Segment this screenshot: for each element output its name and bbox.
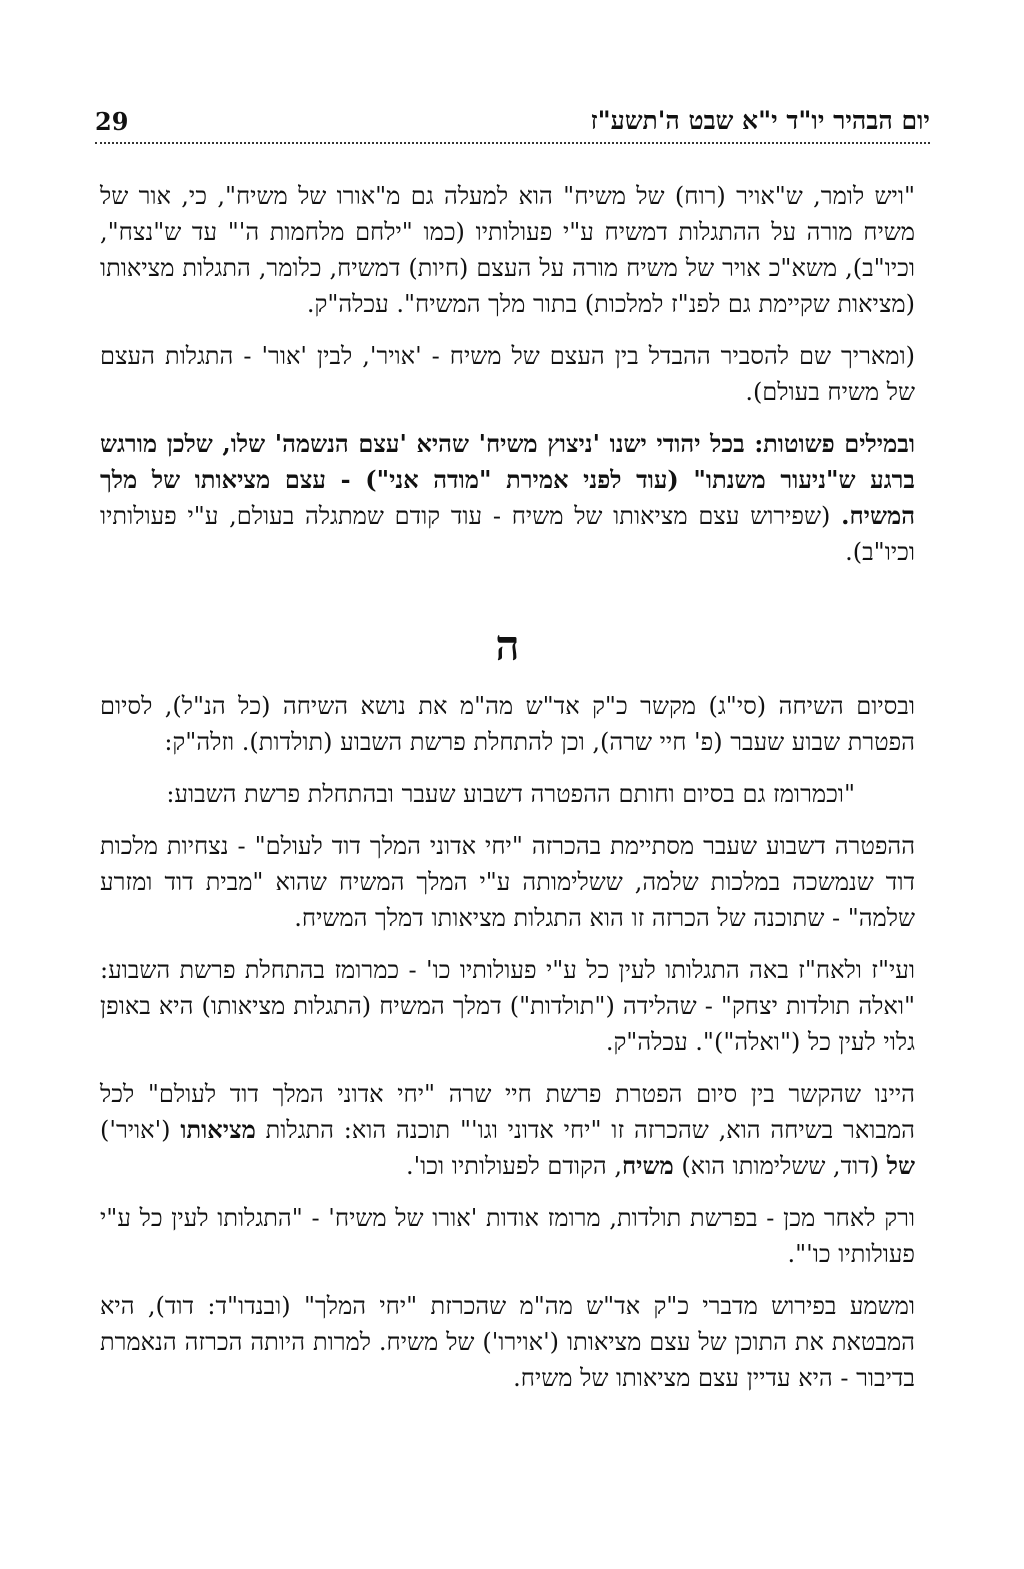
paragraph-5: "וכמרומז גם בסיום וחותם ההפטרה דשבוע שעבר ובהתחלת פרשת השבוע:: [166, 780, 855, 808]
paragraph-1: "ויש לומר, ש"אויר (רוח) של משיח" הוא למעלה גם מ"אורו של משיח", כי, אור של משיח מורה על ההתגלות דמשיח ע"י פעולותיו (כמו "ילחם מלחמות ה'" עד ש"נצח", וכיו"ב), משא"כ אויר של משיח מורה על העצם (חיות) דמשיח, כלומר, התגלות מציאותו (מציאות שקיימת גם לפנ"ז למלכות) בתור מלך המשיח". עכלה"ק.: [100, 182, 916, 318]
paragraph-8: [100, 1076, 915, 1184]
paragraph-8-bold-2: של: [886, 1151, 915, 1180]
paragraph-3-bold: ובמילים פשוטות: בכל יהודי ישנו 'ניצוץ משיח' שהיא 'עצם הנשמה' שלו, שלכן מורגש ברגע ש"ניעור משנתו" (עוד לפני אמירת "מודה אני") - עצם מציאותו של מלך המשיח.: [100, 429, 915, 530]
paragraph-8-bold-3: משיח: [621, 1151, 674, 1180]
paragraph-4: ובסיום השיחה (סי"ג) מקשר כ"ק אד"ש מה"מ את נושא השיחה (כל הנ"ל), לסיום הפטרת שבוע שעבר (פ' חיי שרה), וכן להתחלת פרשת השבוע (תולדות). וזלה"ק:: [100, 692, 915, 756]
paragraph-9: ורק לאחר מכן - בפרשת תולדות, מרומז אודות 'אורו של משיח' - "התגלותו לעין כל ע"י פעולותיו כו'".: [100, 1204, 915, 1268]
body-text: [100, 178, 915, 1412]
paragraph-3: [100, 426, 915, 570]
paragraph-8-part-a: היינו שהקשר בין סיום הפטרת פרשת חיי שרה "יחי אדוני המלך דוד לעולם" לכל המבואר בשיחה הוא, שהכרזה זו "יחי אדוני וגו'" תוכנה הוא: התגלות: [100, 1080, 915, 1144]
paragraph-8-part-c: ('אויר'): [100, 1116, 181, 1144]
section-heading-letter: ה: [495, 621, 520, 670]
paragraph-10: ומשמע בפירוש מדברי כ"ק אד"ש מה"מ שהכרזת "יחי המלך" (ובנדו"ד: דוד), היא המבטאת את התוכן של עצם מציאותו ('אוירו') של משיח. למרות היותה הכרזה הנאמרת בדיבור - היא עדיין עצם מציאותו של משיח.: [100, 1292, 915, 1392]
header-title: יום הבהיר יו"ד י"א שבט ה'תשע"ז: [590, 106, 930, 135]
page-number: 29: [95, 107, 129, 136]
paragraph-3-rest: (שפירוש עצם מציאותו של משיח - עוד קודם שמתגלה בעולם, ע"י פעולותיו וכיו"ב).: [100, 502, 915, 566]
running-header: [95, 100, 930, 144]
paragraph-8-part-d: (דוד, ששלימותו הוא): [673, 1152, 887, 1180]
paragraph-6: ההפטרה דשבוע שעבר מסתיימת בהכרזה "יחי אדוני המלך דוד לעולם" - נצחיות מלכות דוד שנמשכה במלכות שלמה, ששלימותה ע"י המלך המשיח שהוא "מבית דוד ומזרע שלמה" - שתוכנה של הכרזה זו הוא התגלות מציאותו דמלך המשיח.: [100, 832, 915, 932]
paragraph-2: (ומאריך שם להסביר ההבדל בין העצם של משיח - 'אויר', לבין 'אור' - התגלות העצם של משיח בעולם).: [100, 342, 915, 406]
paragraph-8-part-e: , הקודם לפעולותיו וכו'.: [405, 1152, 622, 1180]
paragraph-7: ועי"ז ולאח"ז באה התגלותו לעין כל ע"י פעולותיו כו' - כמרומז בהתחלת פרשת השבוע: "ואלה תולדות יצחק" - שהלידה ("תולדות") דמלך המשיח (התגלות מציאותו) היא באופן גלוי לעין כל ("ואלה")". עכלה"ק.: [100, 956, 915, 1056]
paragraph-8-bold-1: מציאותו: [180, 1115, 256, 1144]
